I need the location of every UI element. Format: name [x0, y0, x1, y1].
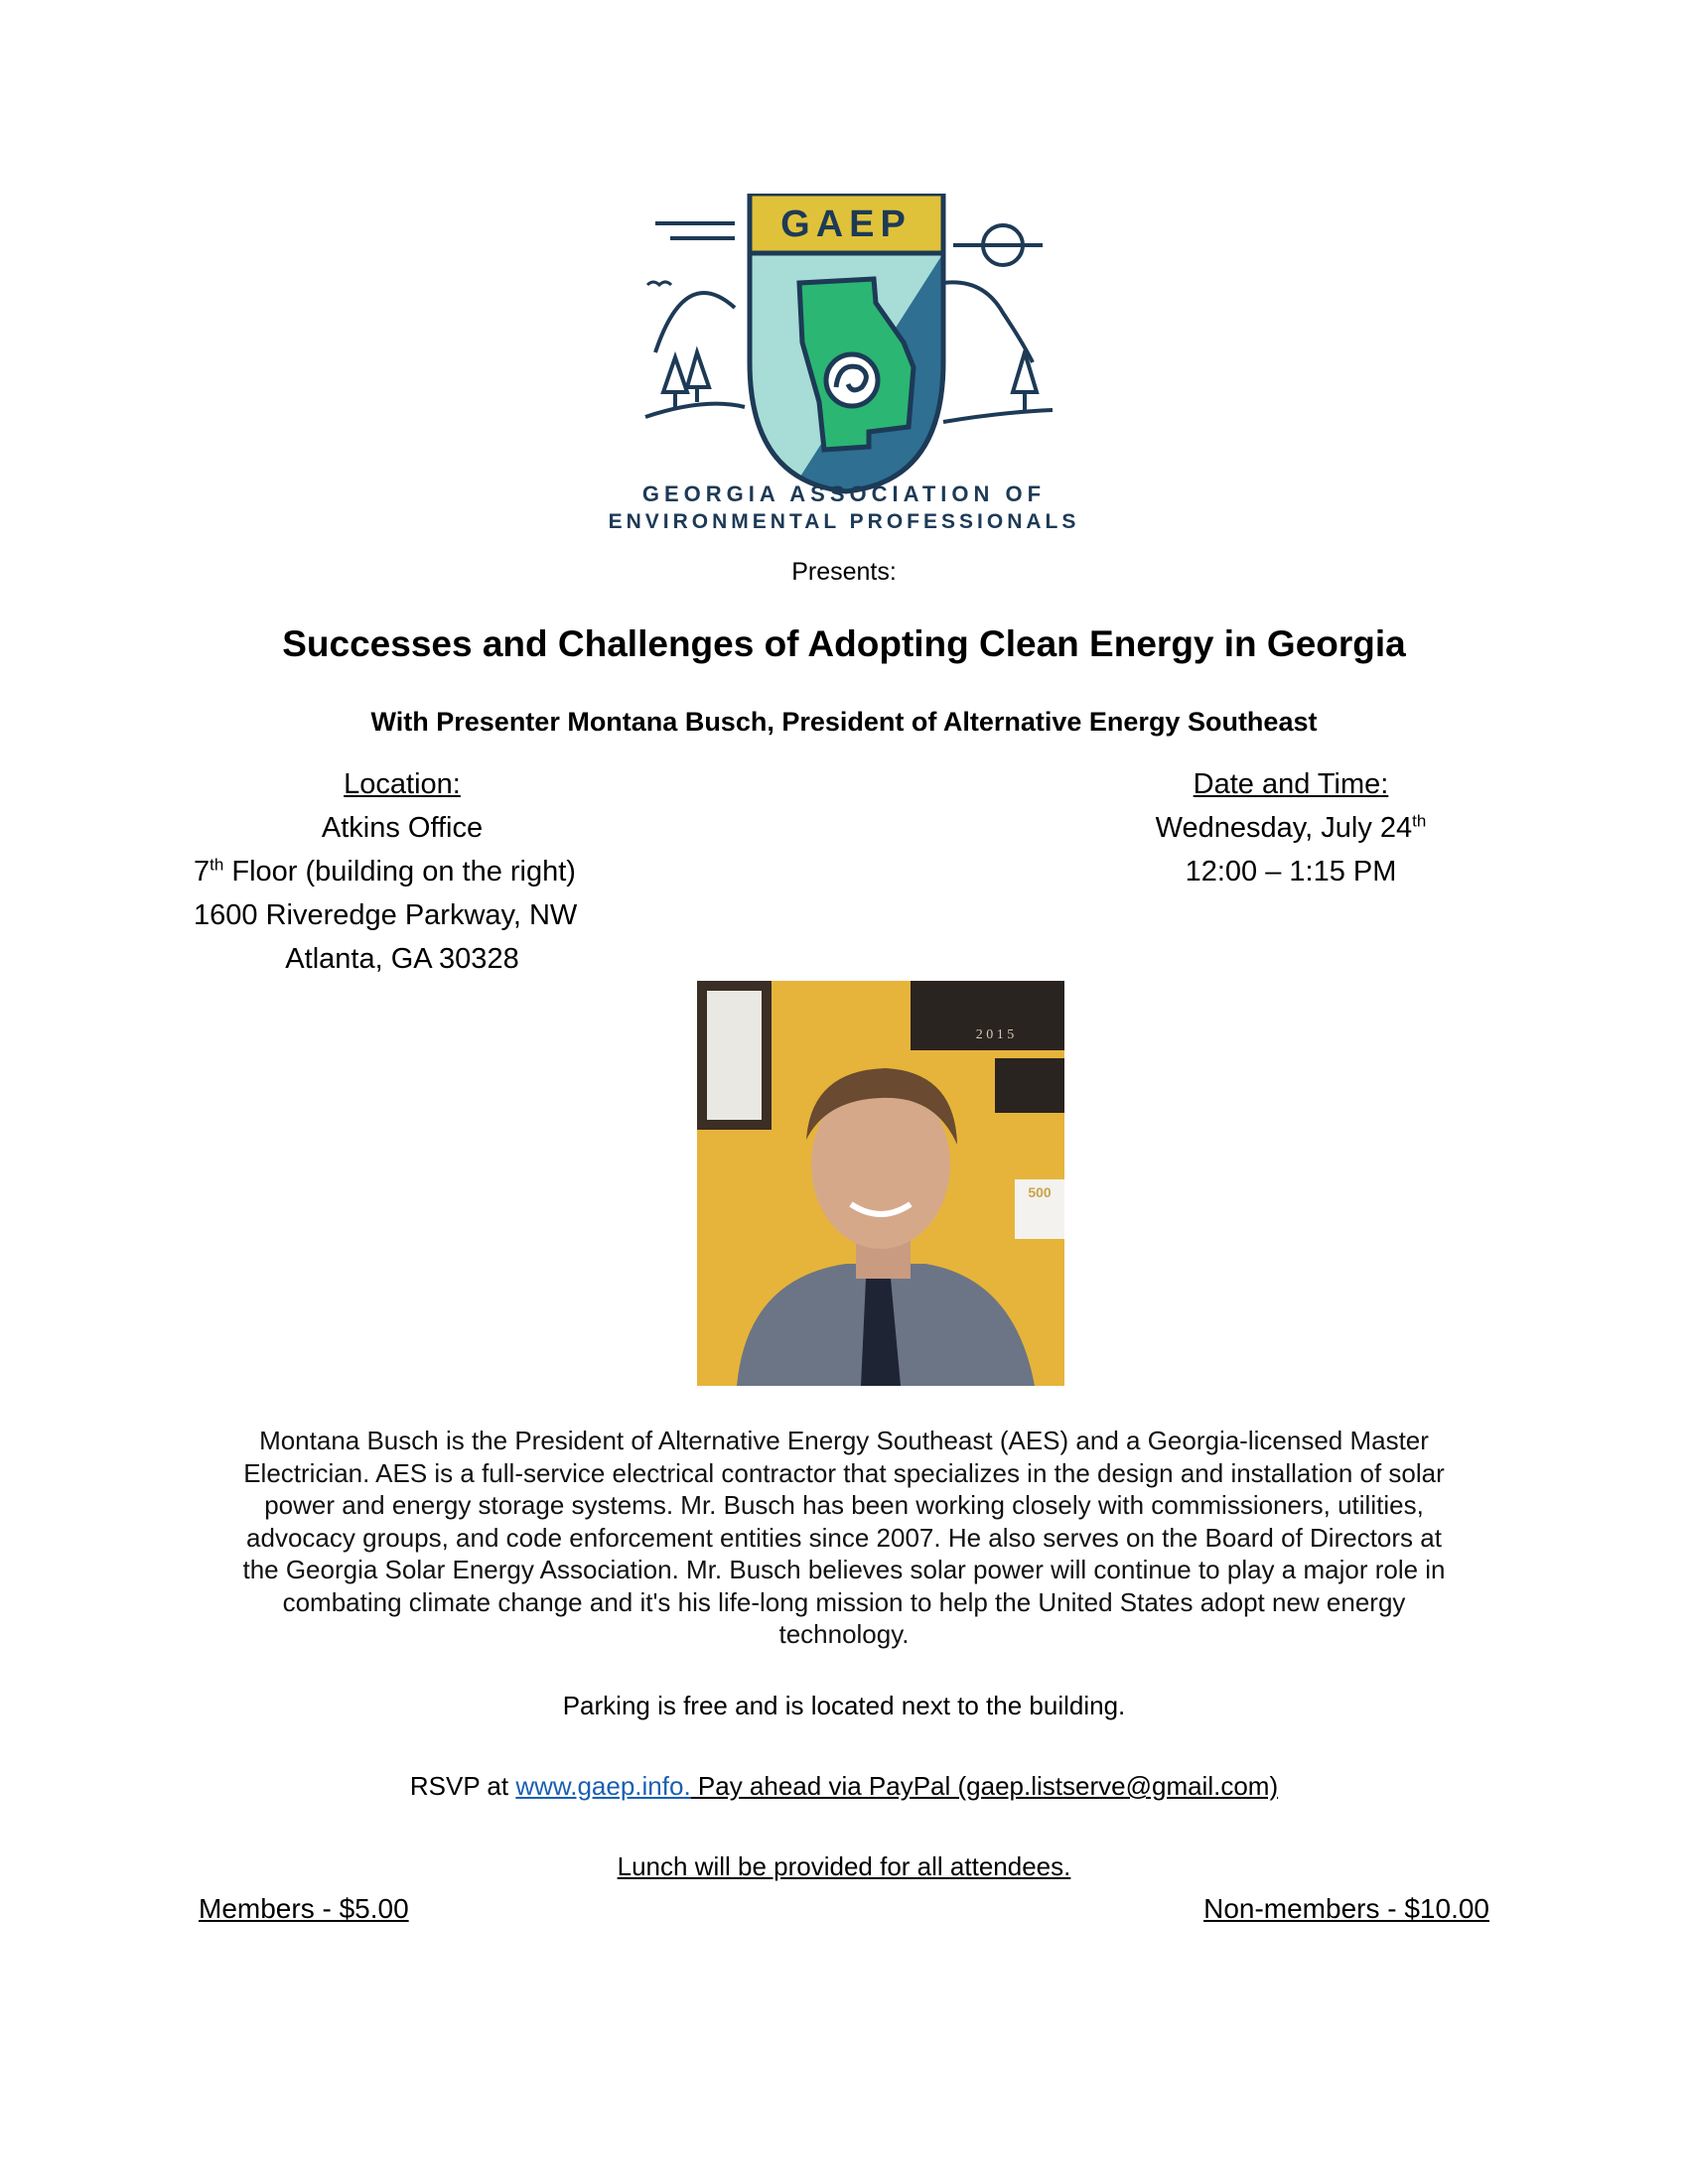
- org-name-line1: GEORGIA ASSOCIATION OF: [641, 481, 1047, 506]
- svg-text:2 0 1 5: 2 0 1 5: [975, 1027, 1015, 1042]
- wave-icon: [826, 354, 878, 406]
- bio-line: combating climate change and it's his life-long mission to help the United States adopt new energy: [282, 1586, 1406, 1617]
- bio-line: Electrician. AES is a full-service electrical contractor that specializes in the design and installation of solar: [243, 1457, 1445, 1488]
- datetime-block: [1132, 762, 1450, 893]
- datetime-heading: Date and Time:: [1193, 768, 1389, 800]
- members-price: Members - $5.00: [199, 1893, 409, 1924]
- location-floor: 7th Floor (building on the right): [194, 855, 576, 887]
- presents-label: Presents:: [791, 558, 897, 586]
- gaep-logo: [626, 194, 1062, 501]
- lunch-note: Lunch will be provided for all attendees.: [617, 1851, 1071, 1881]
- location-name: Atkins Office: [321, 812, 484, 844]
- bio-line: technology.: [778, 1619, 910, 1649]
- bio-line: power and energy storage systems. Mr. Busch has been working closely with commissioners, utilities,: [264, 1490, 1424, 1520]
- location-street: 1600 Riveredge Parkway, NW: [194, 899, 578, 931]
- org-name-line2: ENVIRONMENTAL PROFESSIONALS: [608, 510, 1080, 533]
- mountain-icon: [943, 282, 1033, 362]
- bird-icon: [647, 282, 671, 285]
- event-title: Successes and Challenges of Adopting Clean Energy in Georgia: [282, 623, 1406, 664]
- paypal-note: Pay ahead via PayPal (gaep.listserve@gmail.com): [690, 1771, 1279, 1801]
- bio-line: advocacy groups, and code enforcement entities since 2007. He also serves on the Board of Directors at: [246, 1522, 1442, 1553]
- presenter-photo: [697, 981, 1064, 1386]
- rsvp-link[interactable]: www.gaep.info.: [515, 1771, 691, 1801]
- event-time: 12:00 – 1:15 PM: [1185, 856, 1397, 887]
- location-heading: Location:: [344, 768, 461, 800]
- svg-text:500: 500: [1028, 1184, 1052, 1200]
- location-city: Atlanta, GA 30328: [285, 943, 519, 975]
- location-block: [194, 762, 611, 981]
- parking-note: Parking is free and is located next to the building.: [562, 1691, 1126, 1720]
- mountain-icon: [655, 293, 735, 352]
- rsvp-prefix: RSVP at: [409, 1771, 516, 1801]
- non-members-price: Non-members - $10.00: [1203, 1893, 1489, 1924]
- rsvp-line: [0, 1771, 1688, 1802]
- presenter-bio: [194, 1425, 1494, 1651]
- event-date: Wednesday, July 24th: [1155, 811, 1427, 844]
- event-subtitle: With Presenter Montana Busch, President of Alternative Energy Southeast: [370, 707, 1318, 737]
- tree-icon: [663, 352, 709, 407]
- logo-badge-text: GAEP: [780, 204, 912, 245]
- bio-line: Montana Busch is the President of Alternative Energy Southeast (AES) and a Georgia-licensed Master: [259, 1426, 1429, 1455]
- bio-line: the Georgia Solar Energy Association. Mr. Busch believes solar power will continue to play a major role in: [242, 1555, 1446, 1584]
